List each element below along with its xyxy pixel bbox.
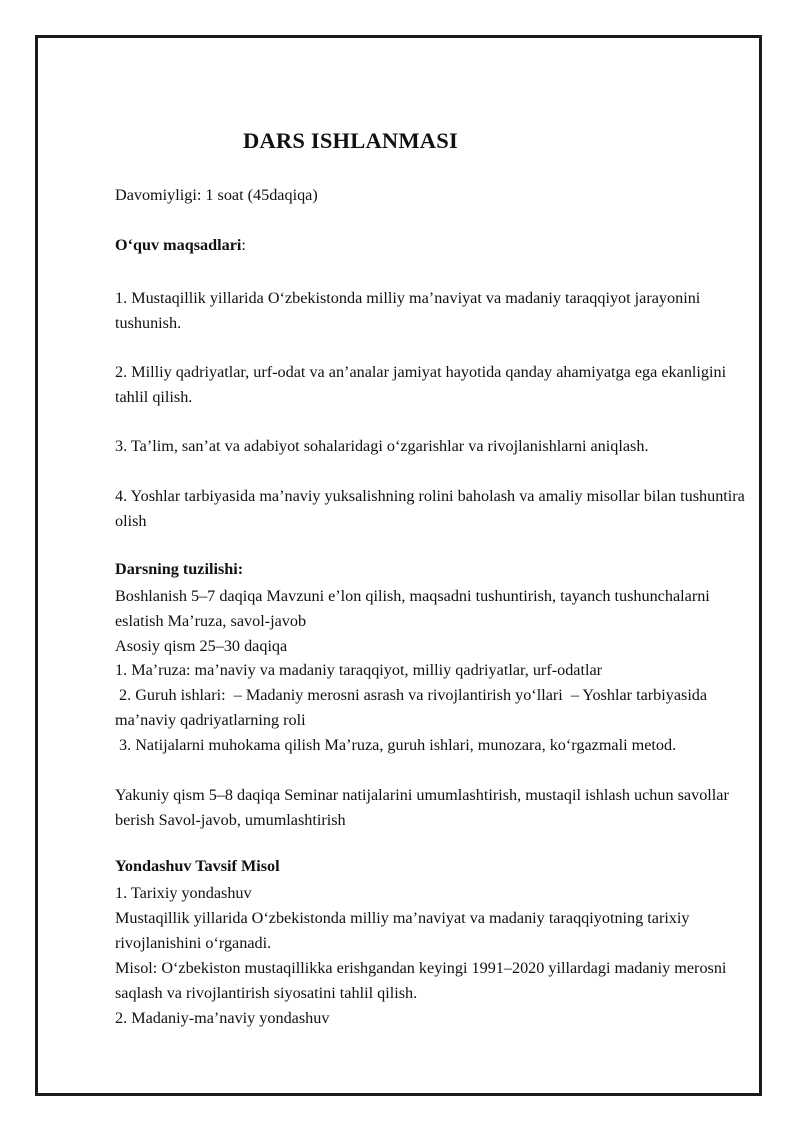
structure-paragraph-4: 2. Guruh ishlari: – Madaniy merosni asrash va rivojlantirish yo‘llari – Yoshlar tarbiyasida ma’naviy qadriyatlarning roli [115,686,712,729]
structure-paragraph-1: Boshlanish 5–7 daqiqa Mavzuni e’lon qilish, maqsadni tushuntirish, tayanch tushunchalarni eslatish Ma’ruza, savol-javob [115,587,710,630]
structure-paragraph-2: Asosiy qism 25–30 daqiqa [115,637,288,655]
approach-heading: Yondashuv Tavsif Misol [115,857,280,875]
approach-paragraph-4: 2. Madaniy-ma’naviy yondashuv [115,1009,330,1027]
structure-paragraph-3: 1. Ma’ruza: ma’naviy va madaniy taraqqiyot, milliy qadriyatlar, urf-odatlar [115,661,603,679]
objective-item-4: 4. Yoshlar tarbiyasida ma’naviy yuksalishning rolini baholash va amaliy misollar bilan tushuntira olish [115,487,745,530]
approach-paragraph-2: Mustaqillik yillarida O‘zbekistonda milliy ma’naviyat va madaniy taraqqiyotning tarixiy rivojlanishini o‘rganadi. [115,909,690,952]
objective-item-1: 1. Mustaqillik yillarida O‘zbekistonda milliy ma’naviyat va madaniy taraqqiyot jarayonini tushunish. [115,289,701,332]
objective-item-2: 2. Milliy qadriyatlar, urf-odat va an’analar jamiyat hayotida qanday ahamiyatga ega ekanligini tahlil qilish. [115,363,727,406]
approach-paragraph-1: 1. Tarixiy yondashuv [115,884,252,902]
structure-paragraph-5: 3. Natijalarni muhokama qilish Ma’ruza, guruh ishlari, munozara, ko‘rgazmali metod. [115,736,677,754]
approach-paragraph-3: Misol: O‘zbekiston mustaqillikka erishgandan keyingi 1991–2020 yillardagi madaniy merosni saqlash va rivojlantirish siyosatini tahlil qilish. [115,959,727,1002]
objectives-heading-line [115,236,246,255]
duration-line: Davomiyligi: 1 soat (45daqiqa) [115,186,318,204]
structure-heading: Darsning tuzilishi: [115,560,244,578]
objective-item-3: 3. Ta’lim, san’at va adabiyot sohalaridagi o‘zgarishlar va rivojlanishlarni aniqlash. [115,437,649,455]
document-title: DARS ISHLANMASI [243,128,458,153]
structure-paragraph-6: Yakuniy qism 5–8 daqiqa Seminar natijalarini umumlashtirish, mustaqil ishlash uchun savollar berish Savol-javob, umumlashtirish [115,786,729,829]
objectives-heading: O‘quv maqsadlari [115,236,242,254]
objectives-heading-colon: : [241,236,246,254]
